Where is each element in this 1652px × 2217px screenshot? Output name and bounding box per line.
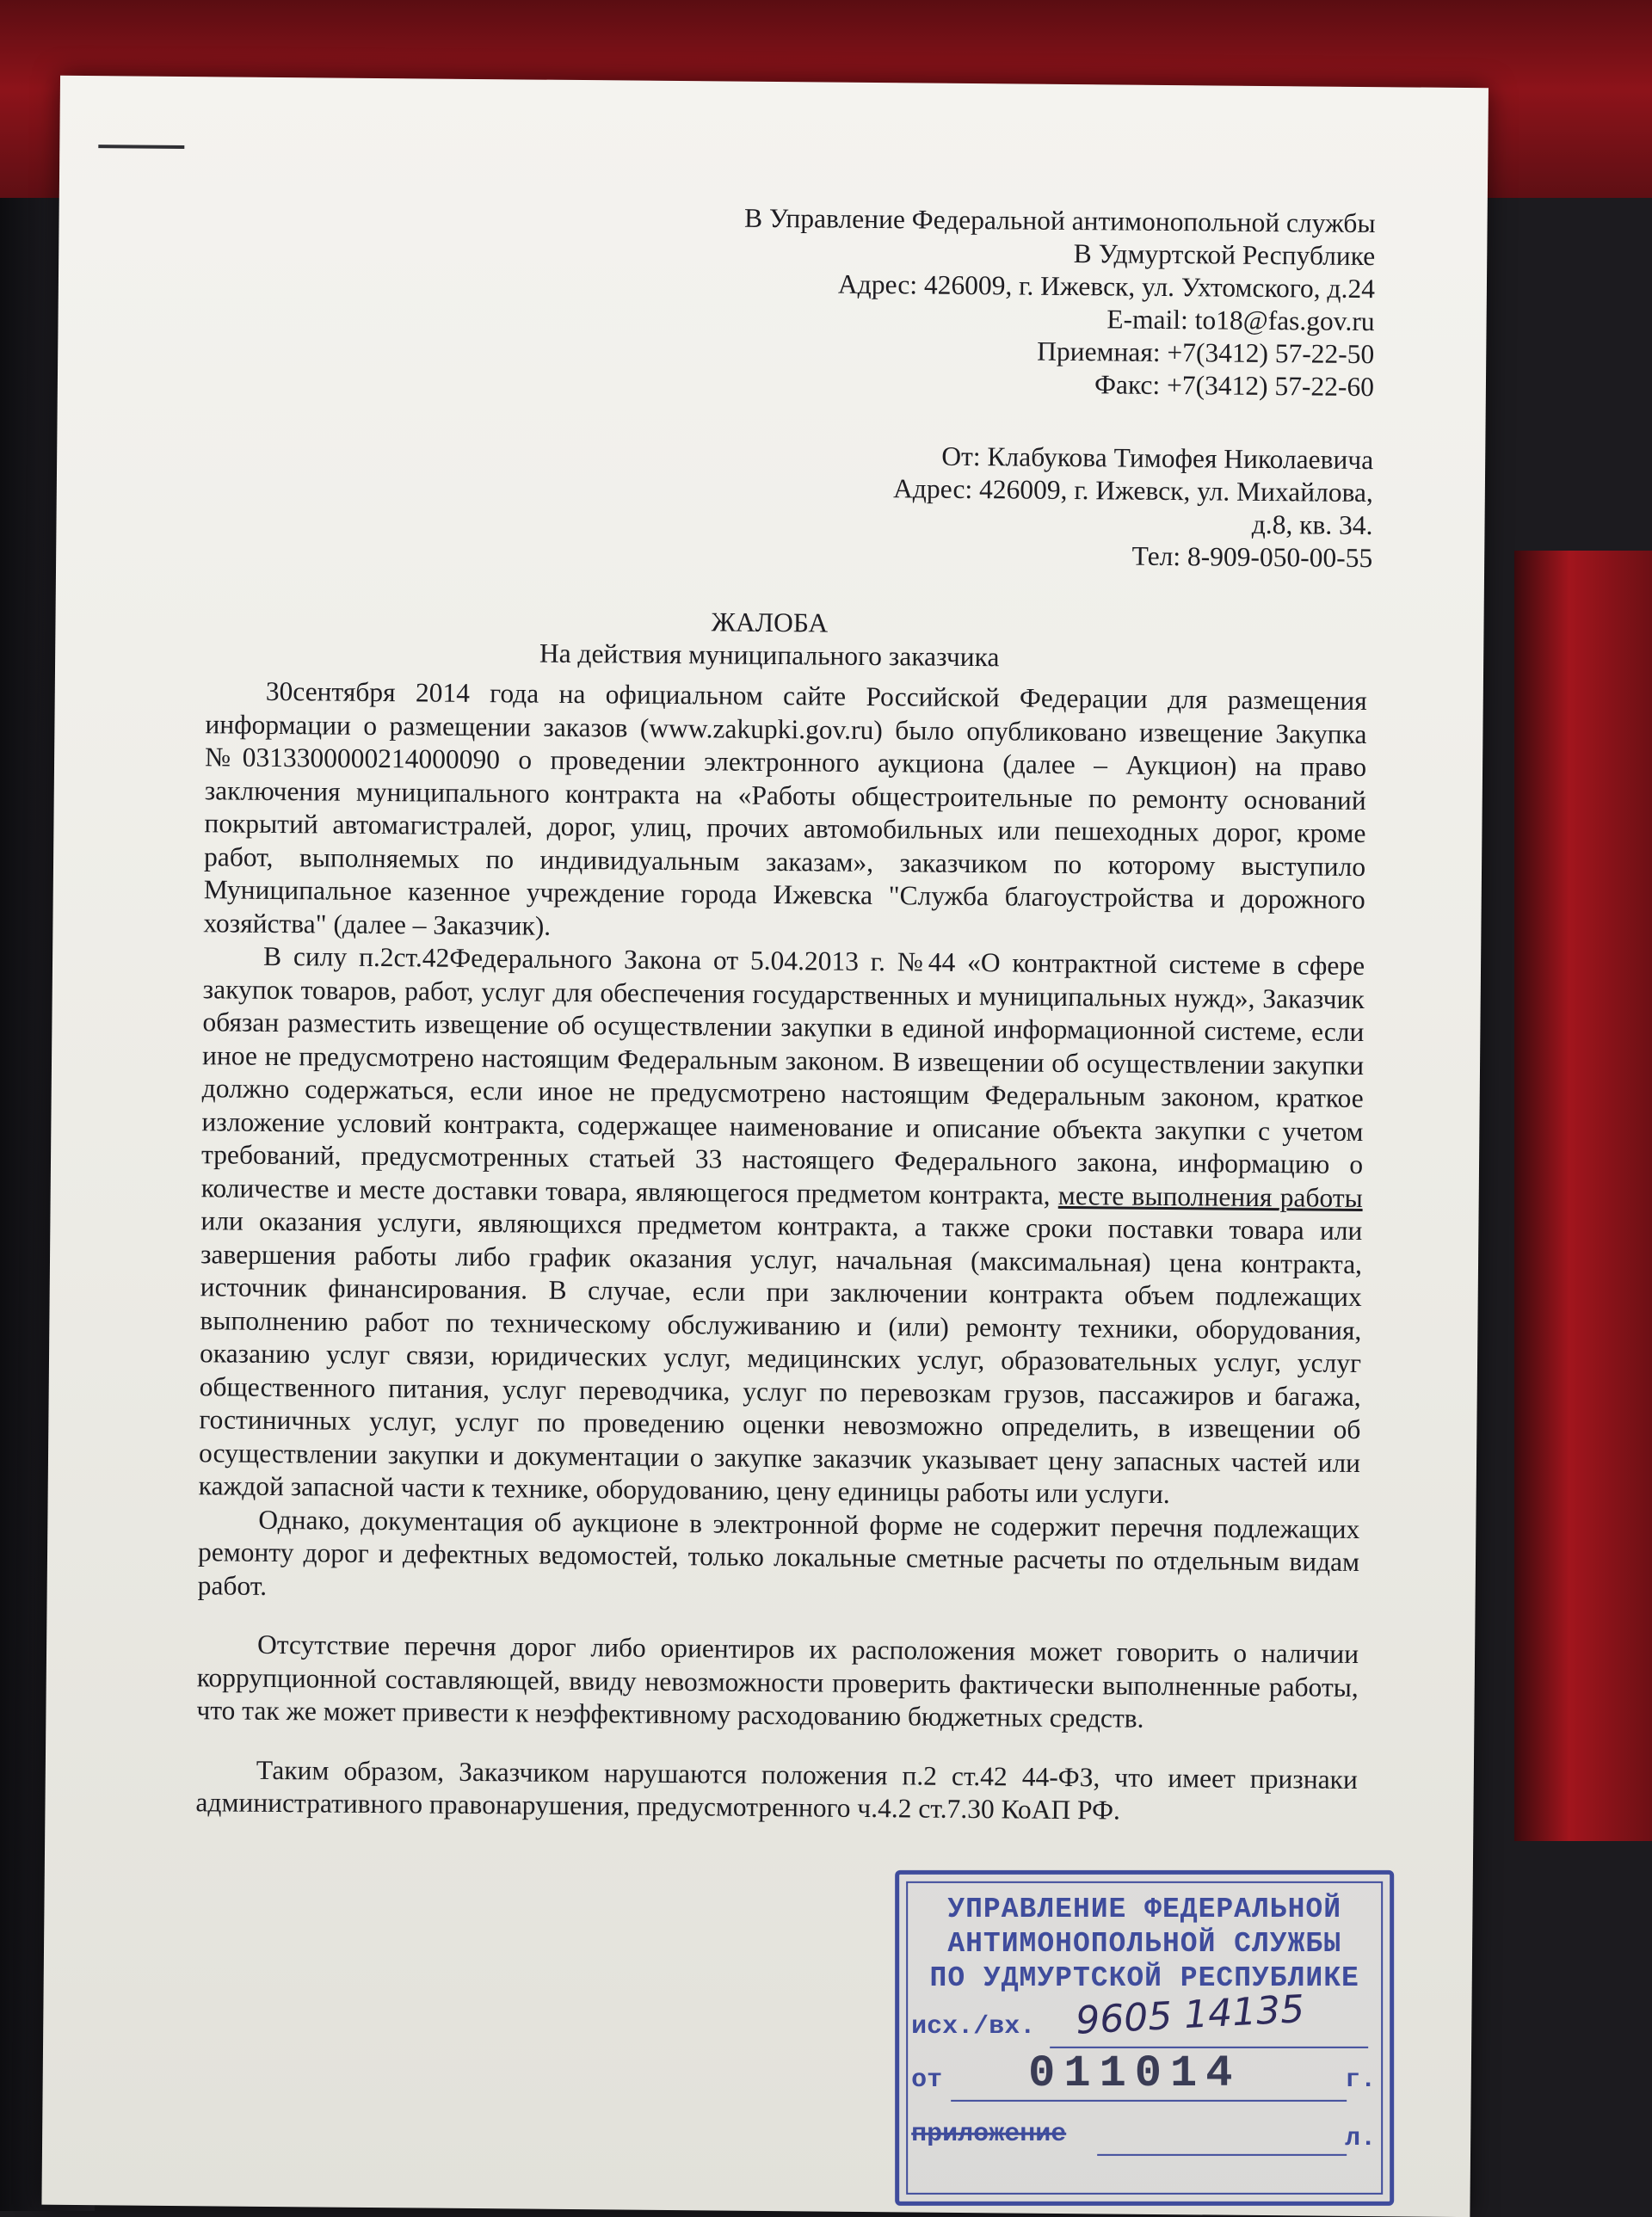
title-subheading: На действия муниципального заказчика xyxy=(539,637,1000,673)
paragraph-2 xyxy=(199,939,1365,1512)
stamp-ref-label: исх./вх. xyxy=(911,2011,1036,2041)
document-body xyxy=(195,674,1367,1829)
document-title xyxy=(55,600,1484,678)
stamp-from-label: от xyxy=(911,2065,943,2095)
registration-stamp xyxy=(895,1870,1394,2206)
background-red-fabric-right xyxy=(1514,551,1652,1841)
recipient-line1: В Управление Федеральной антимонопольной службы xyxy=(743,202,1376,239)
recipient-block xyxy=(743,202,1376,403)
recipient-email: E-mail: to18@fas.gov.ru xyxy=(1106,304,1375,337)
sender-address2: д.8, кв. 34. xyxy=(1251,508,1373,541)
paragraph-5: Таким образом, Заказчиком нарушаются положения п.2 ст.42 44-ФЗ, что имеет признаки административного правонарушения, предусмотренного ч.4.2 ст.7.30 КоАП РФ. xyxy=(195,1754,1358,1826)
document-page xyxy=(41,76,1489,2217)
paragraph-3: Однако, документация об аукционе в электронной форме не содержит перечня подлежащих ремонту дорог и дефектных ведомостей, только локальные сметные расчеты по отдельным видам работ. xyxy=(197,1504,1360,1601)
stamp-date-value: 011014 xyxy=(1028,2048,1242,2099)
paragraph-1: 30сентября 2014 года на официальном сайте Российской Федерации для размещения информации о размещении заказов (www.zakupki.gov.ru) было опубликовано извещение Закупка №0313300000214000090 о проведении электронного аукциона (далее – Аукцион) на право заключения муниципального контракта на «Работы общестроительные по ремонту оснований покрытий автомагистралей, дорог, улиц, прочих автомобильных или пешеходных дорог, кроме работ, выполняемых по индивидуальным заказам», заказчиком по которому выступило Муниципальное казенное учреждение города Ижевска "Служба благоустройства и дорожного хозяйства" (далее – Заказчик). xyxy=(203,675,1367,941)
sender-block xyxy=(892,440,1373,575)
stamp-sheets-suffix: л. xyxy=(1345,2123,1377,2153)
sender-from: От: Клабукова Тимофея Николаевича xyxy=(941,440,1374,476)
stamp-line3: ПО УДМУРТСКОЙ РЕСПУБЛИКЕ xyxy=(929,1961,1359,1994)
stamp-attachment-underline xyxy=(1097,2154,1347,2156)
stamp-date-underline xyxy=(951,2100,1347,2102)
underlined-phrase: месте выполнения работы xyxy=(1057,1179,1363,1213)
paragraph-4: Отсутствие перечня дорог либо ориентиров их расположения может говорить о наличии коррупционной составляющей, ввиду невозможности проверить фактически выполненные работы, что так же может привести к неэффективному расходованию бюджетных средств. xyxy=(196,1629,1359,1734)
margin-dash xyxy=(98,145,184,149)
paragraph-2-part2: или оказания услуги, являющихся предметом контракта, а также сроки поставки товара или завершения работы либо график оказания услуг, начальная (максимальная) цена контракта, источник финансирования. В случае, если при заключении контракта объем подлежащих выполнению работ по техническому обслуживанию и (или) ремонту техники, оборудования, оказанию услуг связи, юридических услуг, медицинских услуг, образовательных услуг, услуг общественного питания, услуг переводчика, услуг по перевозкам грузов, пассажиров и багажа, гостиничных услуг, услуг по проведению оценки невозможно определить, в извещении об осуществлении закупки и документации о закупке заказчик указывает цену запасных частей или каждой запасной части к технике, оборудованию, цену единицы работы или услуги. xyxy=(198,1205,1363,1510)
stamp-year-suffix: г. xyxy=(1345,2065,1377,2095)
paragraph-2-part1: В силу п.2ст.42Федерального Закона от 5.04.2013 г. №44 «О контрактной системе в сфере закупок товаров, работ, услуг для обеспечения государственных и муниципальных нужд», Заказчик обязан разместить извещение об осуществлении закупки в единой информационной системе, если иное не предусмотрено настоящим Федеральным законом. В извещении об осуществлении закупки должно содержаться, если иное не предусмотрено настоящим Федеральным законом, краткое изложение условий контракта, содержащее наименование и описание объекта закупки с учетом требований, предусмотренных статьей 33 настоящего Федерального закона, информацию о количестве и месте доставки товара, являющегося предметом контракта, xyxy=(200,940,1365,1210)
recipient-line2: В Удмуртской Республике xyxy=(1073,238,1376,272)
recipient-address: Адрес: 426009, г. Ижевск, ул. Ухтомского, д.24 xyxy=(837,268,1376,305)
sender-phone: Тел: 8-909-050-00-55 xyxy=(1131,540,1373,574)
stamp-line1: УПРАВЛЕНИЕ ФЕДЕРАЛЬНОЙ xyxy=(947,1893,1342,1925)
recipient-fax: Факс: +7(3412) 57-22-60 xyxy=(1094,369,1375,403)
stamp-attachment-label: приложение xyxy=(911,2119,1067,2149)
stamp-line2: АНТИМОНОПОЛЬНОЙ СЛУЖБЫ xyxy=(947,1927,1342,1960)
recipient-reception: Приемная: +7(3412) 57-22-50 xyxy=(1037,336,1375,370)
title-heading: ЖАЛОБА xyxy=(711,607,829,638)
stamp-ref-value: 9605 14135 xyxy=(1075,1986,1306,2043)
sender-address1: Адрес: 426009, г. Ижевск, ул. Михайлова, xyxy=(892,473,1374,508)
